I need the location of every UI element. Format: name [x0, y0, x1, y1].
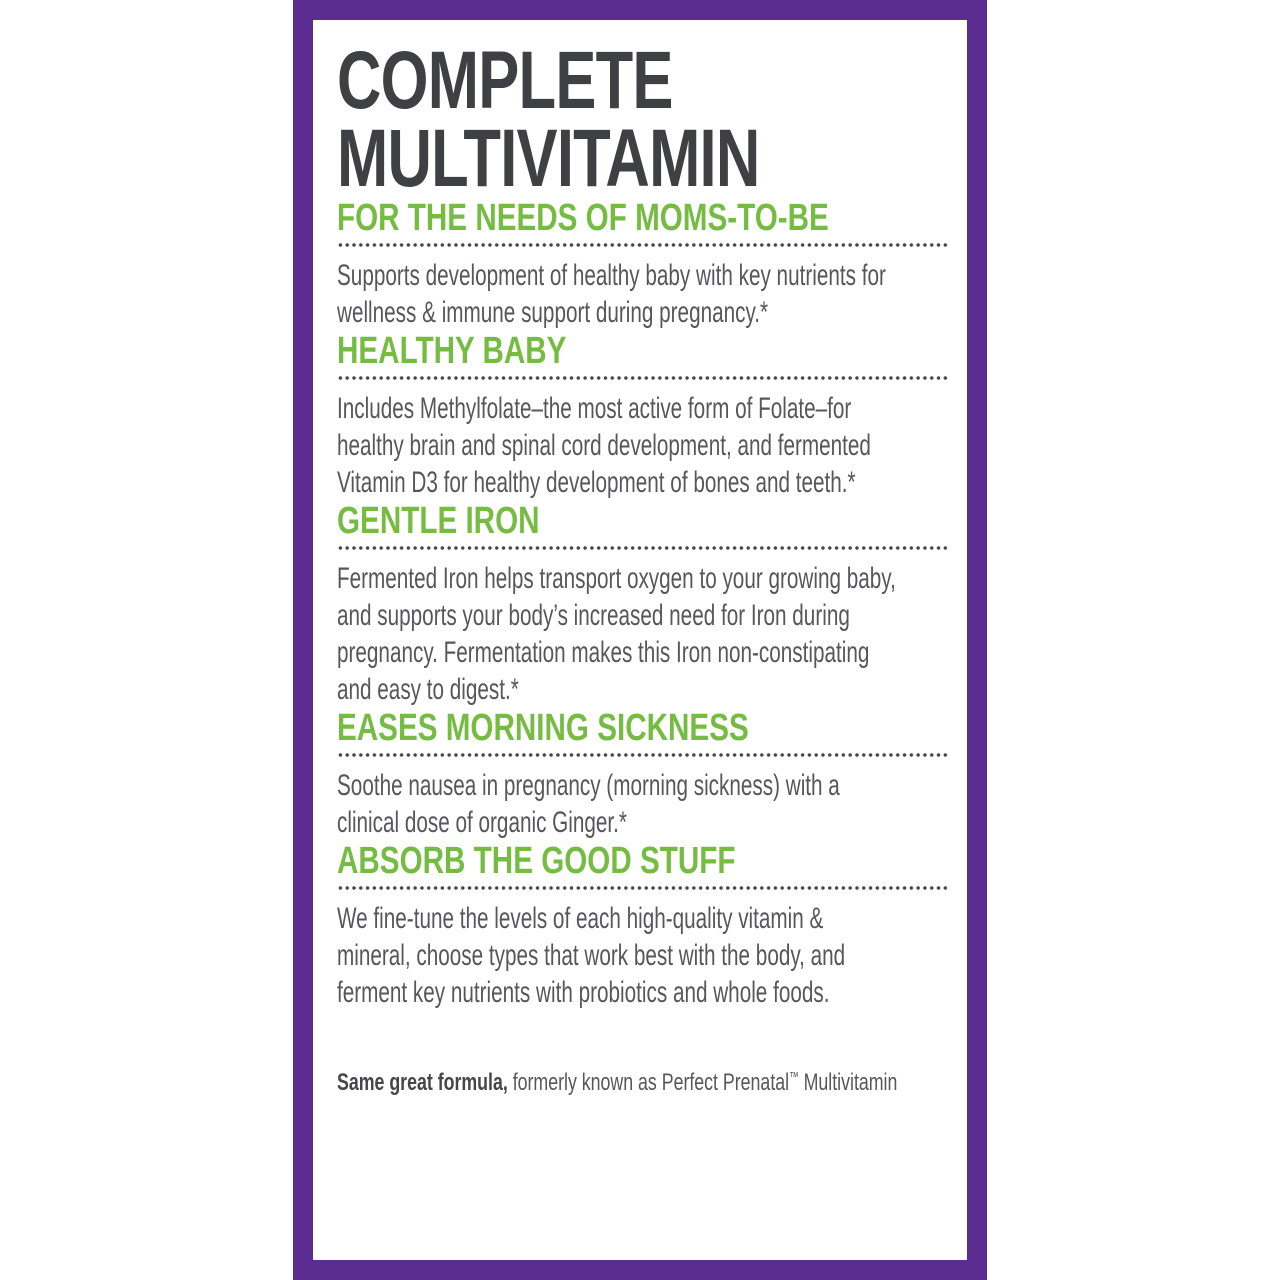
- body-line: Vitamin D3 for healthy development of bones and teeth.*: [337, 466, 856, 499]
- section-morning-sickness: [337, 708, 950, 841]
- dotted-rule: [337, 241, 950, 249]
- section-gentle-iron: [337, 501, 950, 708]
- body-line: pregnancy. Fermentation makes this Iron non-constipating: [337, 636, 870, 669]
- product-title-line-2: MULTIVITAMIN: [337, 113, 760, 204]
- label-panel: [293, 0, 987, 1280]
- section-absorb: [337, 841, 950, 1011]
- section-heading-moms-to-be: FOR THE NEEDS OF MOMS-TO-BE: [337, 197, 829, 239]
- body-line: Supports development of healthy baby with key nutrients for: [337, 259, 886, 292]
- dotted-rule: [337, 884, 950, 892]
- section-heading-healthy-baby: HEALTHY BABY: [337, 330, 567, 372]
- section-body: [337, 560, 950, 708]
- body-line: Fermented Iron helps transport oxygen to your growing baby,: [337, 562, 896, 595]
- section-body: [337, 390, 950, 501]
- section-healthy-baby: [337, 331, 950, 501]
- footer-regular-text: formerly known as Perfect Prenatal: [507, 1069, 790, 1096]
- section-heading-absorb: ABSORB THE GOOD STUFF: [337, 840, 736, 882]
- product-title: [337, 35, 950, 204]
- body-line: and easy to digest.*: [337, 673, 519, 706]
- section-moms-to-be: [337, 198, 950, 331]
- body-line: healthy brain and spinal cord development, and fermented: [337, 429, 871, 462]
- dotted-rule: [337, 544, 950, 552]
- label-content: [337, 20, 950, 1098]
- section-heading-morning-sickness: EASES MORNING SICKNESS: [337, 707, 749, 749]
- body-line: ferment key nutrients with probiotics and whole foods.: [337, 976, 830, 1009]
- body-line: We fine-tune the levels of each high-quality vitamin &: [337, 902, 824, 935]
- body-line: Includes Methylfolate–the most active form of Folate–for: [337, 392, 852, 425]
- dotted-rule: [337, 374, 950, 382]
- trademark-symbol: ™: [789, 1069, 799, 1084]
- body-line: mineral, choose types that work best with the body, and: [337, 939, 846, 972]
- dotted-rule: [337, 751, 950, 759]
- footer-bold-text: Same great formula,: [337, 1069, 508, 1096]
- product-title-line-1: COMPLETE: [337, 35, 673, 126]
- footer-suffix-text: Multivitamin: [798, 1069, 898, 1096]
- body-line: and supports your body’s increased need for Iron during: [337, 599, 850, 632]
- section-body: [337, 900, 950, 1011]
- section-body: [337, 257, 950, 331]
- body-line: wellness & immune support during pregnancy.*: [337, 296, 769, 329]
- body-line: Soothe nausea in pregnancy (morning sickness) with a: [337, 769, 840, 802]
- section-body: [337, 767, 950, 841]
- body-line: clinical dose of organic Ginger.*: [337, 806, 627, 839]
- section-heading-gentle-iron: GENTLE IRON: [337, 500, 540, 542]
- footer-note: [337, 1062, 898, 1098]
